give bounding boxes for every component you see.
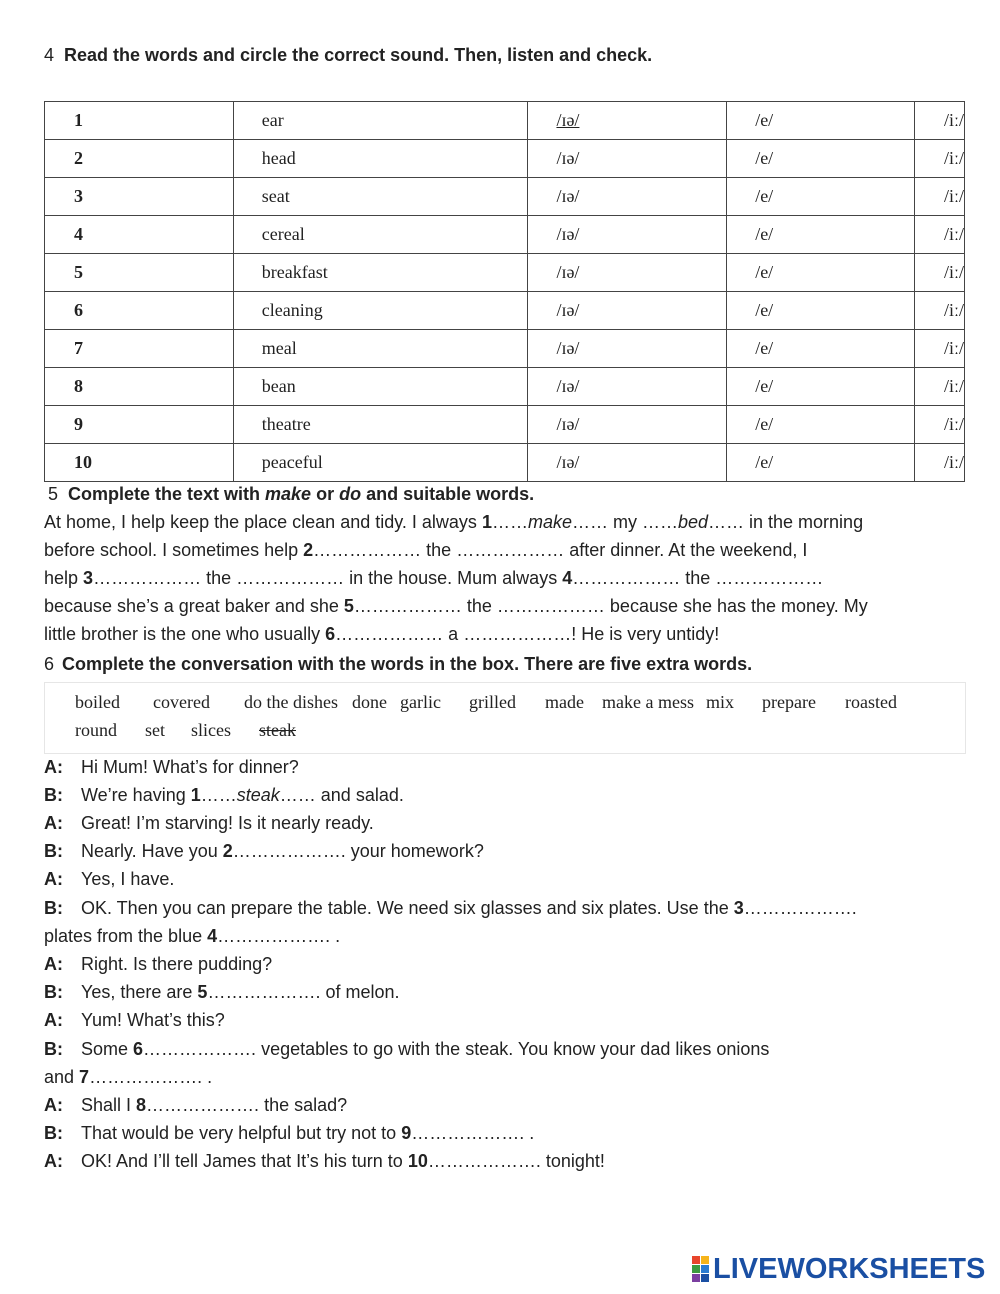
table-cell <box>914 406 964 444</box>
table-cell <box>727 406 915 444</box>
word-roasted: roasted <box>845 692 897 712</box>
row-number: 6 <box>74 300 83 320</box>
row-number: 1 <box>74 110 83 130</box>
line-text: Yes, there are <box>81 982 198 1002</box>
sound-option-ia[interactable]: /ɪə/ <box>556 224 580 244</box>
word-set: set <box>145 720 165 740</box>
table-cell <box>45 444 234 482</box>
table-cell <box>727 216 915 254</box>
blank[interactable]: ……………… <box>715 568 824 588</box>
conversation-line <box>44 954 272 975</box>
row-word: cleaning <box>261 300 323 320</box>
table-cell <box>45 292 234 330</box>
table-cell <box>528 406 727 444</box>
liveworksheets-logo <box>692 1254 985 1284</box>
sound-option-i-long[interactable]: /iː/ <box>943 224 964 244</box>
text: the <box>421 540 457 560</box>
item-number: 1 <box>190 785 201 805</box>
word-round: round <box>75 720 117 740</box>
dots: …… <box>279 785 316 805</box>
instruction-make: make <box>265 484 312 504</box>
conversation-line <box>44 841 484 862</box>
table-cell <box>45 254 234 292</box>
item-number: 2 <box>303 540 314 560</box>
sound-option-e[interactable]: /e/ <box>755 148 774 168</box>
example-answer: make <box>527 512 572 532</box>
blank[interactable]: ………………. <box>143 1039 257 1059</box>
word-boiled: boiled <box>75 692 120 712</box>
row-word: ear <box>261 110 284 130</box>
table-cell <box>727 140 915 178</box>
text: a <box>443 624 464 644</box>
line-text: vegetables to go with the steak. You know your dad likes onions <box>256 1039 770 1059</box>
dots: …… <box>200 785 237 805</box>
line-text: Right. Is there pudding? <box>81 954 273 974</box>
sound-option-ia[interactable]: /ɪə/ <box>556 414 580 434</box>
table-row <box>45 368 965 406</box>
blank[interactable]: ………………. <box>207 982 321 1002</box>
table-cell <box>914 178 964 216</box>
row-number: 3 <box>74 186 83 206</box>
item-number: 5 <box>197 982 208 1002</box>
speaker-b: B: <box>44 982 63 1002</box>
section-4-heading <box>44 45 652 66</box>
table-cell <box>233 102 528 140</box>
section-number: 6 <box>44 654 55 674</box>
logo-square <box>692 1265 700 1273</box>
table-cell <box>528 216 727 254</box>
item-number: 9 <box>401 1123 412 1143</box>
table-cell <box>233 140 528 178</box>
word-do-the-dishes: do the dishes <box>244 692 338 712</box>
table-cell <box>727 178 915 216</box>
blank[interactable]: ………………. <box>89 1067 203 1087</box>
table-cell <box>233 216 528 254</box>
table-cell <box>727 330 915 368</box>
sound-option-e[interactable]: /e/ <box>755 376 774 396</box>
line-text: the salad? <box>259 1095 348 1115</box>
table-cell <box>233 444 528 482</box>
table-cell <box>914 102 964 140</box>
word-made: made <box>545 692 584 712</box>
text-line <box>44 508 974 536</box>
text: the <box>461 596 497 616</box>
blank[interactable]: ……………… <box>236 568 345 588</box>
conversation-line <box>44 1039 769 1060</box>
sound-option-i-long[interactable]: /iː/ <box>943 414 964 434</box>
speaker-b: B: <box>44 1039 63 1059</box>
blank[interactable]: ……………… <box>313 540 422 560</box>
line-text: We’re having <box>81 785 191 805</box>
item-number: 3 <box>733 898 744 918</box>
table-cell <box>914 330 964 368</box>
row-number: 5 <box>74 262 83 282</box>
section-5-heading <box>48 484 534 505</box>
word-slices: slices <box>191 720 231 740</box>
item-number: 10 <box>407 1151 428 1171</box>
table-cell <box>528 292 727 330</box>
item-number: 5 <box>343 596 354 616</box>
line-text: your homework? <box>345 841 484 861</box>
instruction-do: do <box>339 484 362 504</box>
item-number: 2 <box>222 841 233 861</box>
text-line <box>44 564 974 592</box>
logo-square <box>692 1274 700 1282</box>
blank[interactable]: ………………. <box>232 841 346 861</box>
row-number: 4 <box>74 224 83 244</box>
table-cell <box>233 178 528 216</box>
sound-table <box>44 101 965 482</box>
table-cell <box>45 140 234 178</box>
line-text: Yum! What’s this? <box>81 1010 225 1030</box>
logo-text: LIVEWORKSHEETS <box>713 1252 986 1285</box>
instruction-text: or <box>311 484 340 504</box>
section-number: 5 <box>48 484 59 504</box>
text: the <box>680 568 716 588</box>
dots: …… <box>571 512 608 532</box>
sound-option-e[interactable]: /e/ <box>755 186 774 206</box>
line-text: . <box>330 926 341 946</box>
table-cell <box>528 102 727 140</box>
blank[interactable]: ……………… <box>335 624 444 644</box>
table-cell <box>727 102 915 140</box>
table-cell <box>233 254 528 292</box>
row-number: 2 <box>74 148 83 168</box>
line-text: Great! I’m starving! Is it nearly ready. <box>81 813 374 833</box>
conversation-line <box>44 982 400 1003</box>
line-text: of melon. <box>320 982 400 1002</box>
speaker-b: B: <box>44 898 63 918</box>
item-number: 8 <box>136 1095 147 1115</box>
sound-option-ia[interactable]: /ɪə/ <box>556 300 580 320</box>
line-text: OK! And I’ll tell James that It’s his turn to <box>81 1151 408 1171</box>
speaker-b: B: <box>44 1123 63 1143</box>
sound-option-ia[interactable]: /ɪə/ <box>556 148 580 168</box>
example-answer: steak <box>236 785 280 805</box>
line-text: Yes, I have. <box>81 869 175 889</box>
table-cell <box>528 254 727 292</box>
table-cell <box>45 178 234 216</box>
row-word: bean <box>261 376 296 396</box>
dots: …… <box>641 512 678 532</box>
blank[interactable]: ……………… <box>572 568 681 588</box>
blank[interactable]: ………………. <box>743 898 857 918</box>
section-instruction: Complete the conversation with the words in the box. There are five extra words. <box>62 654 753 674</box>
word-prepare: prepare <box>762 692 816 712</box>
sound-option-i-long[interactable]: /iː/ <box>943 148 964 168</box>
line-text: and <box>44 1067 80 1087</box>
logo-square <box>701 1256 709 1264</box>
dots: …… <box>708 512 745 532</box>
line-text: tonight! <box>540 1151 605 1171</box>
table-cell <box>45 368 234 406</box>
table-cell <box>528 330 727 368</box>
table-row <box>45 178 965 216</box>
text-line <box>44 620 974 648</box>
table-row <box>45 292 965 330</box>
table-cell <box>45 406 234 444</box>
conversation-line <box>44 898 857 919</box>
logo-mark-icon <box>692 1256 709 1282</box>
row-number: 10 <box>74 452 92 472</box>
text: At home, I help keep the place clean and tidy. I always <box>44 512 482 532</box>
sound-option-ia[interactable]: /ɪə/ <box>556 338 580 358</box>
row-word: seat <box>261 186 290 206</box>
text: the <box>201 568 237 588</box>
dots: …… <box>491 512 528 532</box>
line-text: That would be very helpful but try not to <box>81 1123 402 1143</box>
table-cell <box>914 254 964 292</box>
blank[interactable]: ………………. <box>146 1095 260 1115</box>
row-number: 7 <box>74 338 83 358</box>
row-word: head <box>261 148 296 168</box>
table-cell <box>45 330 234 368</box>
item-number: 7 <box>79 1067 90 1087</box>
word-steak-crossed: steak <box>259 720 296 740</box>
text-line <box>44 592 974 620</box>
table-cell <box>727 444 915 482</box>
table-row <box>45 140 965 178</box>
blank[interactable]: ……………… <box>93 568 202 588</box>
section-number: 4 <box>44 45 55 65</box>
table-cell <box>233 330 528 368</box>
sound-option-ia[interactable]: /ɪə/ <box>556 110 580 130</box>
line-text: Hi Mum! What’s for dinner? <box>81 757 299 777</box>
sound-option-i-long[interactable]: /iː/ <box>943 300 964 320</box>
speaker-a: A: <box>44 757 63 777</box>
table-cell <box>727 368 915 406</box>
line-text: . <box>524 1123 535 1143</box>
sound-option-e[interactable]: /e/ <box>755 262 774 282</box>
sound-option-ia[interactable]: /ɪə/ <box>556 376 580 396</box>
text: in the house. Mum always <box>344 568 563 588</box>
sound-option-i-long[interactable]: /iː/ <box>943 376 964 396</box>
word-make-a-mess: make a mess <box>602 692 694 712</box>
speaker-a: A: <box>44 869 63 889</box>
sound-option-i-long[interactable]: /iː/ <box>943 452 964 472</box>
item-number: 3 <box>83 568 94 588</box>
table-cell <box>914 140 964 178</box>
sound-option-i-long[interactable]: /iː/ <box>943 338 964 358</box>
conversation-line <box>44 869 174 890</box>
sound-option-i-long[interactable]: /iː/ <box>943 262 964 282</box>
example-answer: bed <box>677 512 709 532</box>
table-cell <box>528 178 727 216</box>
blank[interactable]: ……………… <box>353 596 462 616</box>
table-cell <box>528 140 727 178</box>
line-text: Some <box>81 1039 134 1059</box>
sound-option-e[interactable]: /e/ <box>755 300 774 320</box>
logo-square <box>701 1274 709 1282</box>
table-cell <box>528 368 727 406</box>
text: my <box>607 512 642 532</box>
logo-square <box>692 1256 700 1264</box>
row-word: cereal <box>261 224 305 244</box>
sound-option-e[interactable]: /e/ <box>755 338 774 358</box>
table-cell <box>528 444 727 482</box>
table-cell <box>914 368 964 406</box>
sound-option-ia[interactable]: /ɪə/ <box>556 262 580 282</box>
section-instruction: Read the words and circle the correct sound. Then, listen and check. <box>64 45 653 65</box>
table-cell <box>45 102 234 140</box>
speaker-b: B: <box>44 841 63 861</box>
sound-option-ia[interactable]: /ɪə/ <box>556 186 580 206</box>
sound-option-i-long[interactable]: /iː/ <box>943 186 964 206</box>
conversation-line <box>44 1010 225 1031</box>
line-text: and salad. <box>315 785 404 805</box>
conversation-line <box>44 1151 605 1172</box>
sound-option-ia[interactable]: /ɪə/ <box>556 452 580 472</box>
word-box <box>44 682 966 754</box>
text: help <box>44 568 84 588</box>
sound-option-i-long[interactable]: /iː/ <box>943 110 964 130</box>
sound-option-e[interactable]: /e/ <box>755 414 774 434</box>
row-word: breakfast <box>261 262 328 282</box>
table-cell <box>233 292 528 330</box>
table-row <box>45 406 965 444</box>
sound-option-e[interactable]: /e/ <box>755 110 774 130</box>
text: because she has the money. My <box>604 596 868 616</box>
line-text: Shall I <box>81 1095 137 1115</box>
text: little brother is the one who usually <box>44 624 326 644</box>
logo-square <box>701 1265 709 1273</box>
speaker-a: A: <box>44 1151 63 1171</box>
blank[interactable]: ………………. <box>427 1151 541 1171</box>
blank[interactable]: ……………… <box>496 596 605 616</box>
table-row <box>45 254 965 292</box>
table-cell <box>45 216 234 254</box>
speaker-b: B: <box>44 785 63 805</box>
section-5-text <box>44 508 974 648</box>
item-number: 1 <box>481 512 492 532</box>
table-cell <box>914 292 964 330</box>
word-mix: mix <box>706 692 735 712</box>
section-6-heading <box>44 654 752 675</box>
table-cell <box>727 254 915 292</box>
word-covered: covered <box>153 692 210 712</box>
item-number: 6 <box>325 624 336 644</box>
table-cell <box>233 368 528 406</box>
sound-option-e[interactable]: /e/ <box>755 452 774 472</box>
blank[interactable]: ………………. <box>411 1123 525 1143</box>
table-cell <box>914 216 964 254</box>
row-word: peaceful <box>261 452 323 472</box>
table-cell <box>233 406 528 444</box>
text-line <box>44 536 974 564</box>
instruction-text: Complete the text with <box>68 484 266 504</box>
table-row <box>45 330 965 368</box>
row-number: 8 <box>74 376 83 396</box>
line-text: plates from the blue <box>44 926 208 946</box>
row-word: theatre <box>261 414 311 434</box>
blank[interactable]: ……………… <box>456 540 565 560</box>
item-number: 6 <box>133 1039 144 1059</box>
speaker-a: A: <box>44 1010 63 1030</box>
text: ! He is very untidy! <box>571 624 720 644</box>
table-row <box>45 444 965 482</box>
conversation-line <box>44 926 340 947</box>
speaker-a: A: <box>44 813 63 833</box>
text: because she’s a great baker and she <box>44 596 344 616</box>
text: in the morning <box>744 512 864 532</box>
conversation-line <box>44 757 299 778</box>
table-row <box>45 216 965 254</box>
word-done: done <box>352 692 387 712</box>
word-garlic: garlic <box>400 692 441 712</box>
table-cell <box>727 292 915 330</box>
table-cell <box>914 444 964 482</box>
table-row <box>45 102 965 140</box>
conversation-line <box>44 785 404 806</box>
item-number: 4 <box>207 926 218 946</box>
instruction-text: and suitable words. <box>361 484 535 504</box>
blank[interactable]: ………………. <box>217 926 331 946</box>
line-text: OK. Then you can prepare the table. We need six glasses and six plates. Use the <box>81 898 734 918</box>
conversation-line <box>44 1067 212 1088</box>
speaker-a: A: <box>44 1095 63 1115</box>
word-grilled: grilled <box>469 692 516 712</box>
conversation-line <box>44 1095 347 1116</box>
text: after dinner. At the weekend, I <box>564 540 808 560</box>
row-number: 9 <box>74 414 83 434</box>
line-text: . <box>202 1067 213 1087</box>
row-word: meal <box>261 338 297 358</box>
text: before school. I sometimes help <box>44 540 304 560</box>
item-number: 4 <box>562 568 573 588</box>
conversation-line <box>44 813 374 834</box>
line-text: Nearly. Have you <box>81 841 223 861</box>
blank[interactable]: ……………… <box>463 624 572 644</box>
speaker-a: A: <box>44 954 63 974</box>
sound-option-e[interactable]: /e/ <box>755 224 774 244</box>
conversation-line <box>44 1123 534 1144</box>
